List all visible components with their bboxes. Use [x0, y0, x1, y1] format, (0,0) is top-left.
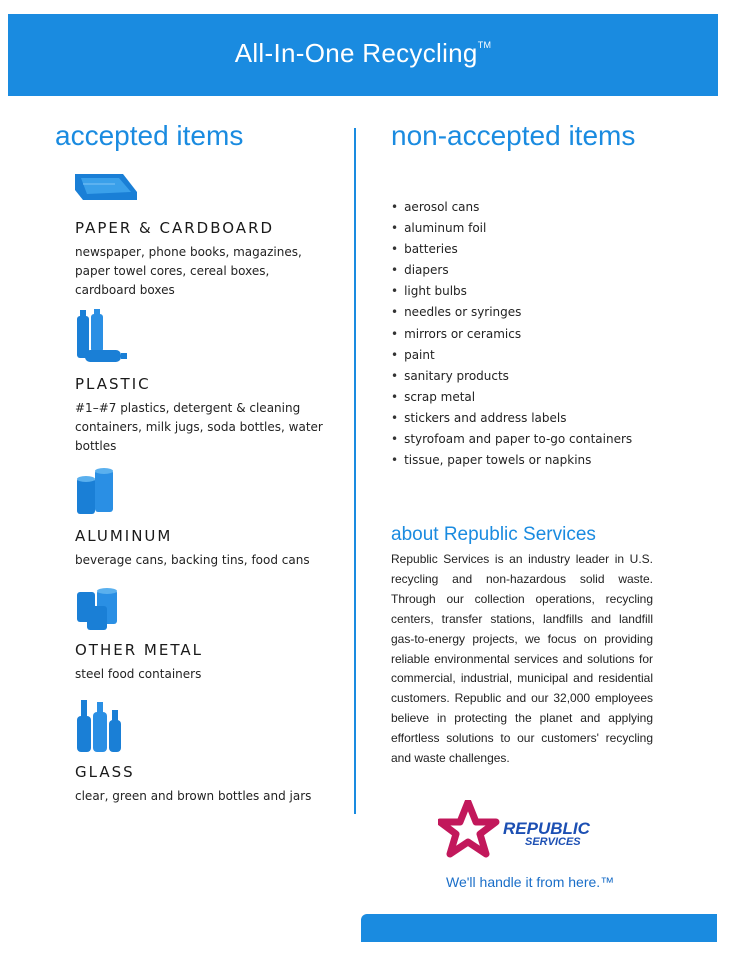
aluminum-cans-icon — [75, 468, 145, 518]
column-divider — [354, 128, 356, 814]
metal-cans-icon — [75, 586, 145, 632]
item-desc: steel food containers — [75, 667, 202, 681]
item-desc: clear, green and brown bottles and jars — [75, 789, 312, 803]
accepted-item-other-metal — [75, 586, 325, 684]
list-item: • mirrors or ceramics — [391, 324, 632, 345]
about-heading: about Republic Services — [391, 524, 596, 545]
header-banner — [8, 14, 718, 96]
glass-bottles-icon — [75, 698, 145, 754]
accepted-heading: accepted items — [55, 120, 244, 151]
accepted-item-glass — [75, 698, 345, 806]
trademark-mark: TM — [477, 40, 492, 50]
item-title: OTHER METAL — [75, 641, 203, 659]
item-desc: #1–#7 plastics, detergent & cleaning containers, milk jugs, soda bottles, water bottles — [75, 401, 323, 453]
page-title — [8, 38, 718, 69]
list-item: • aluminum foil — [391, 218, 632, 239]
list-item: • scrap metal — [391, 387, 632, 408]
item-desc: newspaper, phone books, magazines, paper towel cores, cereal boxes, cardboard boxes — [75, 245, 302, 297]
tagline: We'll handle it from here.™ — [446, 874, 615, 890]
item-title: GLASS — [75, 763, 135, 781]
item-desc: beverage cans, backing tins, food cans — [75, 553, 310, 567]
list-item: • aerosol cans — [391, 197, 632, 218]
accepted-item-paper — [75, 170, 325, 300]
accepted-column — [55, 118, 345, 803]
item-title: PLASTIC — [75, 375, 151, 393]
list-item: • batteries — [391, 239, 632, 260]
list-item: • styrofoam and paper to-go containers — [391, 429, 632, 450]
list-item: • stickers and address labels — [391, 408, 632, 429]
non-accepted-column — [391, 118, 656, 766]
list-item: • light bulbs — [391, 281, 632, 302]
title-text: All-In-One Recycling — [234, 38, 478, 68]
accepted-item-plastic — [75, 306, 325, 456]
list-item: • tissue, paper towels or napkins — [391, 450, 632, 471]
non-accepted-heading: non-accepted items — [391, 120, 636, 151]
logo-wordmark: REPUBLIC — [503, 819, 590, 838]
item-title: PAPER & CARDBOARD — [75, 219, 275, 237]
list-item: • sanitary products — [391, 366, 632, 387]
list-item: • needles or syringes — [391, 302, 632, 323]
accepted-item-aluminum — [75, 468, 325, 570]
item-title: ALUMINUM — [75, 527, 173, 545]
logo-subwordmark: SERVICES — [525, 836, 581, 848]
paper-icon — [75, 170, 145, 210]
list-item: • diapers — [391, 260, 632, 281]
about-text: Republic Services is an industry leader in U.S. recycling and non-hazardous solid waste. Through our collection operations, recycling centers, transfer stations, landfills and landfill gas-to-energy projects, we focus on providing reliable environmental services and solutions for commercial, industrial, municipal and residential customers. Republic and our 32,000 employees believe in protecting the planet and applying effortless solutions to our customers' recycling and waste challenges. — [391, 552, 653, 766]
non-accepted-list — [391, 197, 632, 471]
list-item: • paint — [391, 345, 632, 366]
plastic-bottles-icon — [75, 306, 145, 366]
footer-bar — [361, 914, 717, 942]
